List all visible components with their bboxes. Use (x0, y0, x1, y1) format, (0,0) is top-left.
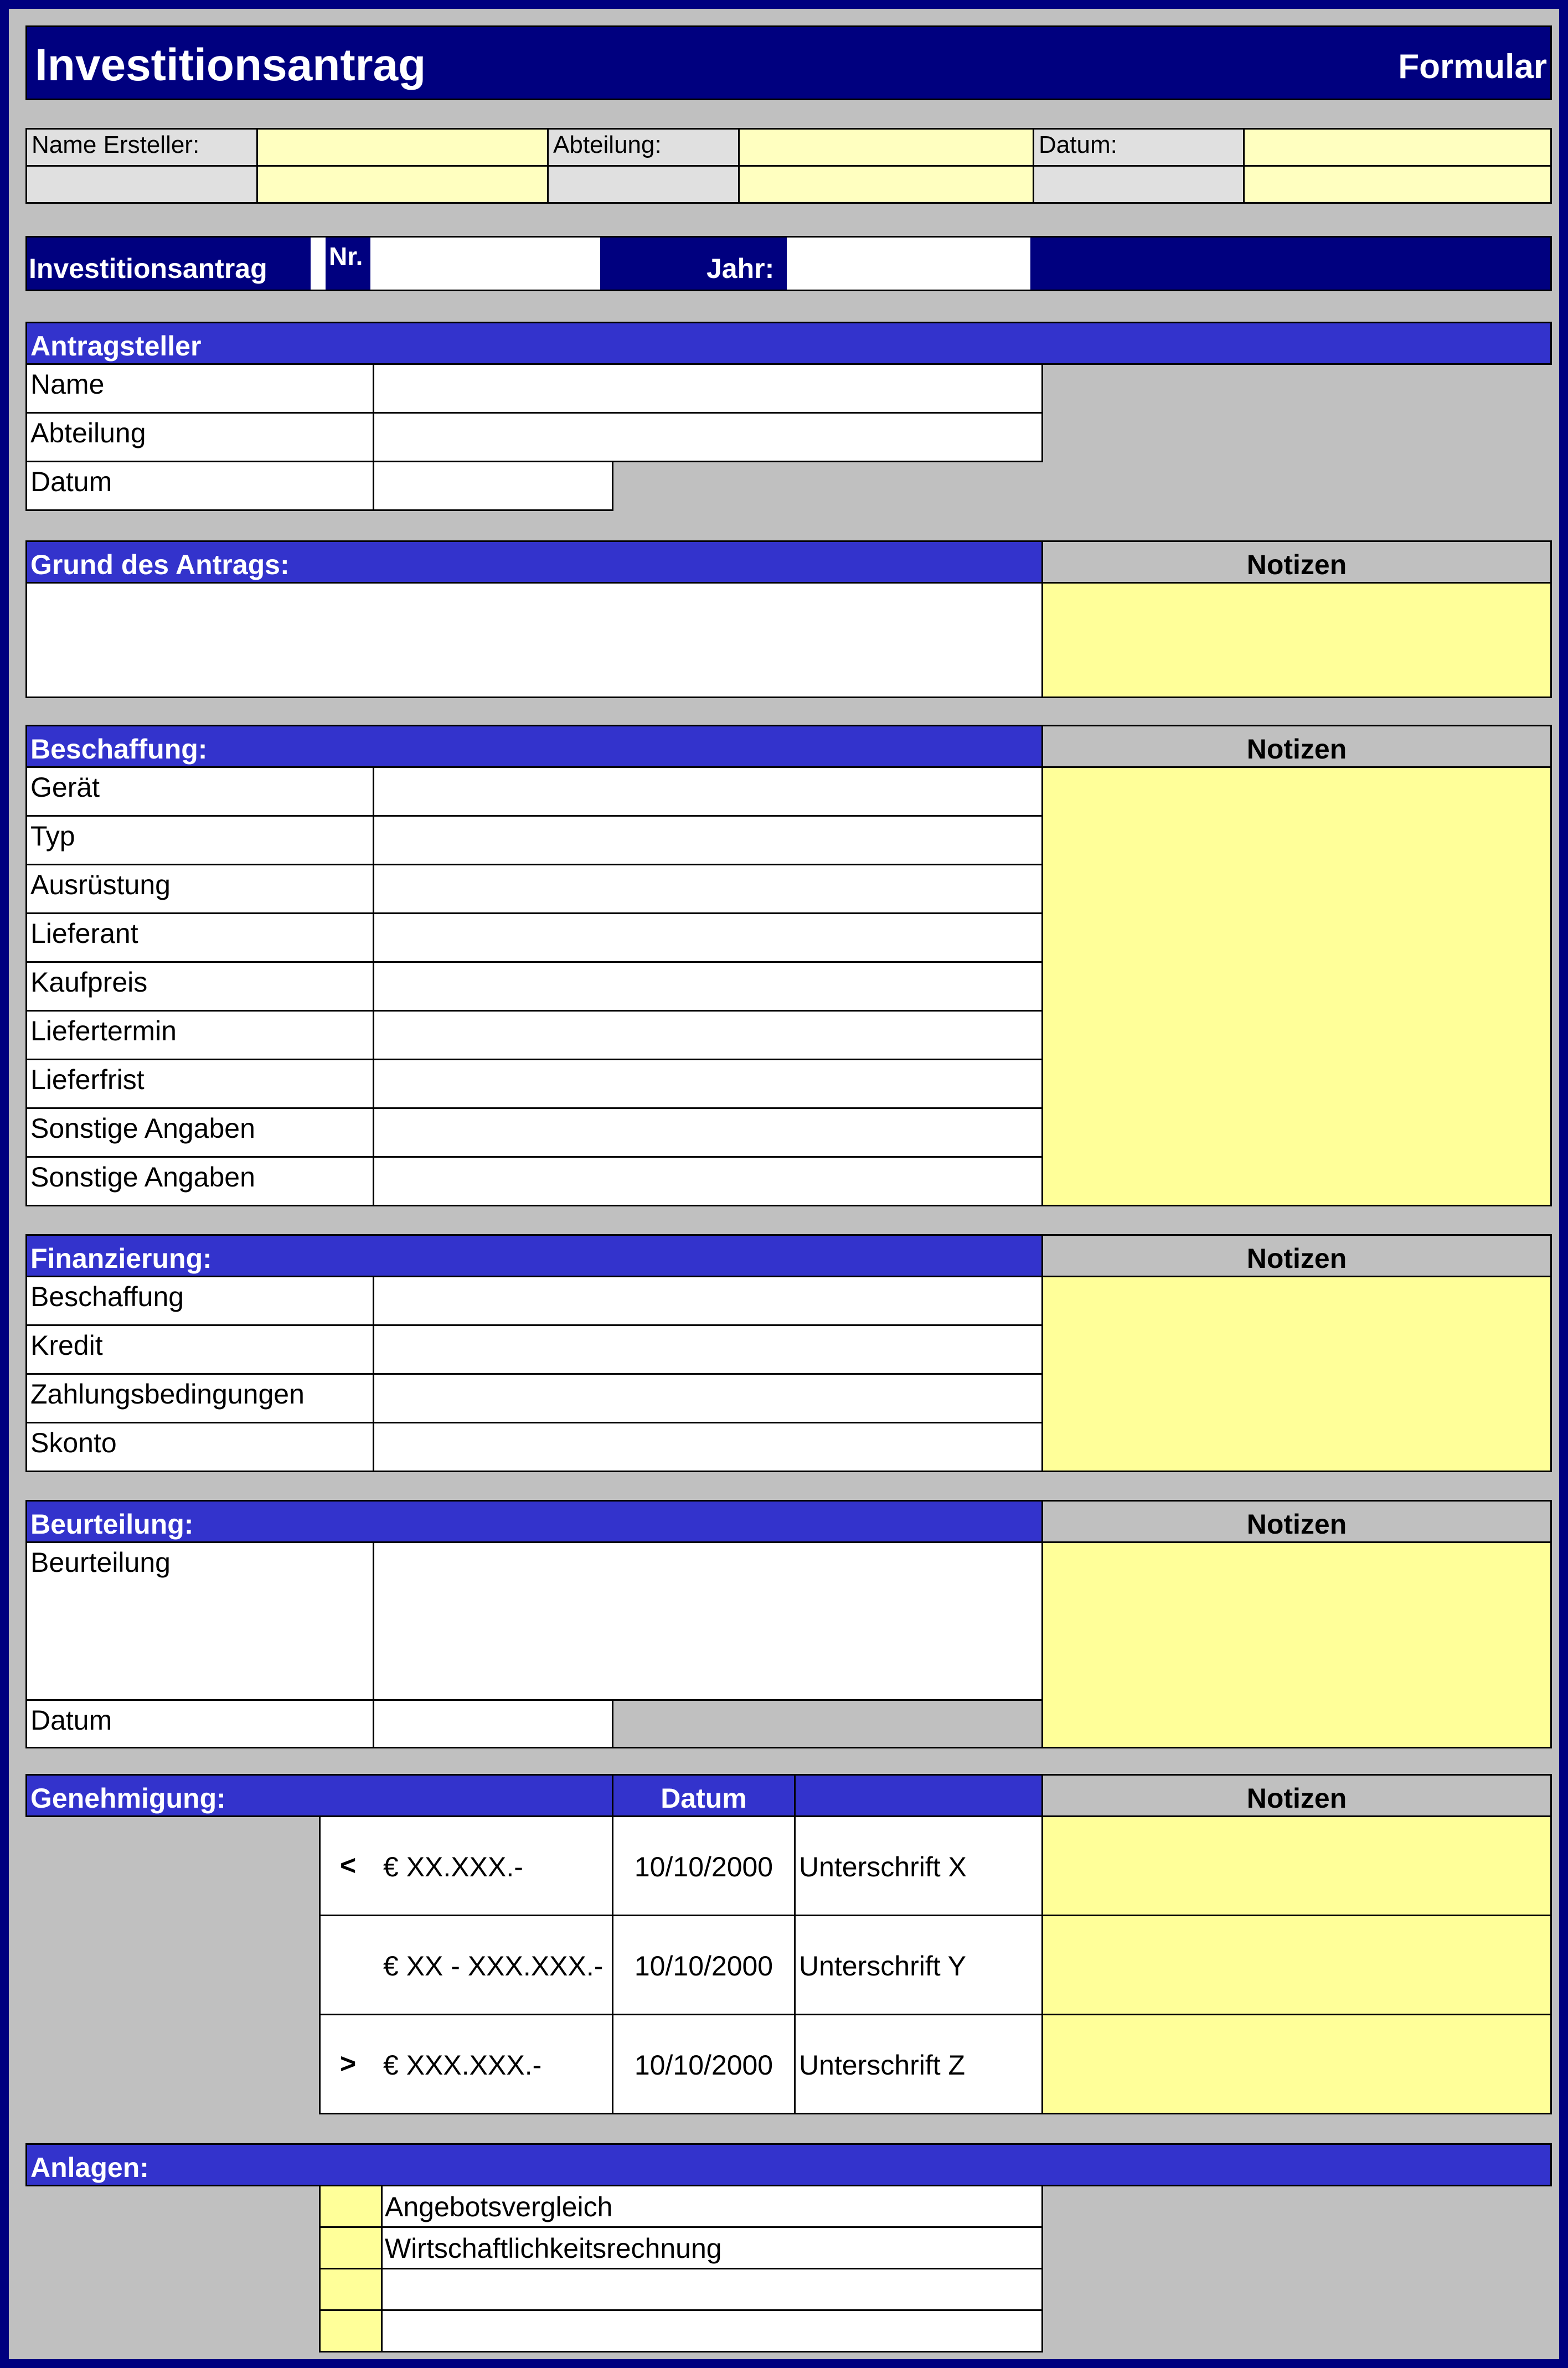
finanzierung-row-label: Kredit (25, 1324, 374, 1375)
anlagen-item[interactable] (381, 2309, 1043, 2352)
grund-notes[interactable] (1041, 582, 1552, 698)
abteilung-row2-field[interactable] (738, 165, 1034, 204)
genehmigung-notes-header: Notizen (1041, 1774, 1552, 1817)
nr-field[interactable] (370, 238, 600, 290)
genehmigung-notes[interactable] (1041, 1815, 1552, 1916)
beschaffung-row-label: Sonstige Angaben (25, 1156, 374, 1206)
anlagen-checkbox[interactable] (319, 2268, 383, 2311)
title-bar (25, 25, 1552, 100)
nr-label: Nr. (329, 242, 363, 271)
anlagen-item[interactable] (381, 2268, 1043, 2311)
request-bar-label: Investitionsantrag (29, 253, 267, 284)
genehmigung-signature-header (794, 1774, 1043, 1817)
anlagen-item[interactable]: Angebotsvergleich (381, 2185, 1043, 2228)
abteilung-row2-label (547, 165, 740, 204)
beschaffung-row-field[interactable] (373, 864, 1043, 914)
finanzierung-row-field[interactable] (373, 1324, 1043, 1375)
antragsteller-abteilung-field[interactable] (373, 412, 1043, 462)
anlagen-item[interactable]: Wirtschaftlichkeitsrechnung (381, 2226, 1043, 2269)
name-ersteller-row2-label (25, 165, 258, 204)
genehmigung-notes[interactable] (1041, 1915, 1552, 2015)
anlagen-checkbox[interactable] (319, 2185, 383, 2228)
grund-field[interactable] (25, 582, 1043, 698)
genehmigung-amount-cell (319, 2014, 613, 2114)
finanzierung-row-label: Skonto (25, 1422, 374, 1472)
name-ersteller-label: Name Ersteller: (25, 128, 258, 167)
beurteilung-datum-field[interactable] (373, 1699, 613, 1748)
genehmigung-amount: € XXX.XXX.- (383, 2050, 542, 2081)
grund-notes-header: Notizen (1041, 540, 1552, 584)
finanzierung-row-label: Beschaffung (25, 1276, 374, 1326)
name-ersteller-row2-field[interactable] (256, 165, 549, 204)
genehmigung-amount-cell (319, 1815, 613, 1916)
beurteilung-field[interactable] (373, 1541, 1043, 1701)
genehmigung-date[interactable]: 10/10/2000 (612, 1915, 796, 2015)
genehmigung-signature[interactable]: Unterschrift Y (794, 1915, 1043, 2015)
beschaffung-notes-header: Notizen (1041, 725, 1552, 768)
greater-than-symbol: > (340, 2048, 357, 2079)
genehmigung-notes[interactable] (1041, 2014, 1552, 2114)
beschaffung-row-field[interactable] (373, 1107, 1043, 1158)
genehmigung-header: Genehmigung: (25, 1774, 615, 1817)
beschaffung-row-label: Liefertermin (25, 1010, 374, 1060)
beschaffung-row-label: Ausrüstung (25, 864, 374, 914)
beschaffung-row-label: Typ (25, 815, 374, 865)
request-bar-spacer (311, 238, 326, 290)
datum-row2-label (1033, 165, 1245, 204)
beschaffung-header: Beschaffung: (25, 725, 1043, 768)
beschaffung-row-field[interactable] (373, 912, 1043, 963)
genehmigung-amount: € XX - XXX.XXX.- (383, 1951, 604, 1982)
beschaffung-row-label: Gerät (25, 766, 374, 817)
genehmigung-amount-cell (319, 1915, 613, 2015)
finanzierung-notes-header: Notizen (1041, 1234, 1552, 1277)
beurteilung-datum-filler (612, 1699, 1043, 1748)
anlagen-header: Anlagen: (25, 2143, 1552, 2186)
antragsteller-abteilung-label: Abteilung (25, 412, 374, 462)
less-than-symbol: < (340, 1850, 357, 1881)
datum-label: Datum: (1033, 128, 1245, 167)
antragsteller-name-field[interactable] (373, 363, 1043, 414)
beschaffung-row-label: Lieferant (25, 912, 374, 963)
jahr-field[interactable] (787, 238, 1030, 290)
anlagen-checkbox[interactable] (319, 2309, 383, 2352)
finanzierung-row-field[interactable] (373, 1422, 1043, 1472)
finanzierung-header: Finanzierung: (25, 1234, 1043, 1277)
jahr-label: Jahr: (706, 253, 775, 284)
anlagen-checkbox[interactable] (319, 2226, 383, 2269)
beschaffung-row-field[interactable] (373, 766, 1043, 817)
finanzierung-row-field[interactable] (373, 1276, 1043, 1326)
beurteilung-notes-header: Notizen (1041, 1500, 1552, 1543)
antragsteller-datum-field[interactable] (373, 461, 613, 511)
finanzierung-row-label: Zahlungsbedingungen (25, 1373, 374, 1423)
antragsteller-name-label: Name (25, 363, 374, 414)
genehmigung-amount: € XX.XXX.- (383, 1851, 523, 1882)
beschaffung-row-field[interactable] (373, 1156, 1043, 1206)
beurteilung-label: Beurteilung (25, 1541, 374, 1701)
finanzierung-notes[interactable] (1041, 1276, 1552, 1472)
genehmigung-date[interactable]: 10/10/2000 (612, 2014, 796, 2114)
abteilung-label: Abteilung: (547, 128, 740, 167)
name-ersteller-field[interactable] (256, 128, 549, 167)
beschaffung-row-label: Kaufpreis (25, 961, 374, 1012)
form-title: Investitionsantrag (35, 40, 426, 90)
antragsteller-datum-label: Datum (25, 461, 374, 511)
beurteilung-datum-label: Datum (25, 1699, 374, 1748)
form-type-label: Formular (1398, 48, 1547, 86)
genehmigung-date[interactable]: 10/10/2000 (612, 1815, 796, 1916)
antragsteller-header: Antragsteller (25, 322, 1552, 365)
finanzierung-row-field[interactable] (373, 1373, 1043, 1423)
beurteilung-notes[interactable] (1041, 1541, 1552, 1748)
datum-row2-field[interactable] (1243, 165, 1552, 204)
beschaffung-row-field[interactable] (373, 1010, 1043, 1060)
beschaffung-row-field[interactable] (373, 961, 1043, 1012)
abteilung-field[interactable] (738, 128, 1034, 167)
genehmigung-signature[interactable]: Unterschrift X (794, 1815, 1043, 1916)
beschaffung-row-field[interactable] (373, 815, 1043, 865)
genehmigung-signature[interactable]: Unterschrift Z (794, 2014, 1043, 2114)
beurteilung-header: Beurteilung: (25, 1500, 1043, 1543)
beschaffung-row-label: Lieferfrist (25, 1059, 374, 1109)
beschaffung-row-label: Sonstige Angaben (25, 1107, 374, 1158)
beschaffung-row-field[interactable] (373, 1059, 1043, 1109)
beschaffung-notes[interactable] (1041, 766, 1552, 1206)
grund-header: Grund des Antrags: (25, 540, 1043, 584)
datum-field[interactable] (1243, 128, 1552, 167)
genehmigung-datum-header: Datum (612, 1774, 796, 1817)
